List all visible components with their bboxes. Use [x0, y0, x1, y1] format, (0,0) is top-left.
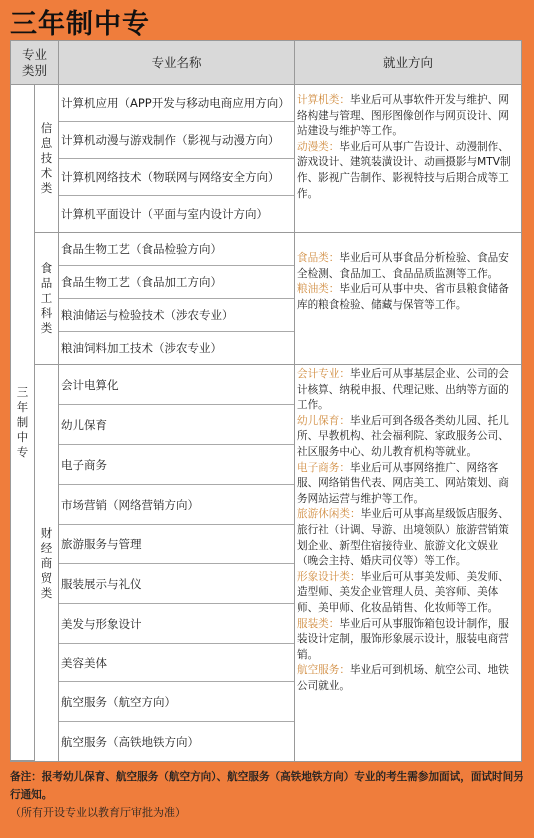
program-type-cell — [11, 85, 35, 761]
employment-entry — [297, 414, 519, 461]
major-name: 美发与形象设计 — [59, 604, 295, 644]
employment-text: 毕业后可从事美发师、美发师、造型师、美发企业管理人员、美容师、美体师、美甲师、化妆品销售、化妆师等工作。 — [297, 570, 509, 614]
employment-entry — [297, 663, 519, 694]
group-name-cell — [35, 365, 59, 761]
employment-label: 旅游休闲类： — [297, 508, 361, 521]
employment-text: 毕业后可从事软件开发与维护、网络构建与管理、图形图像创作与网页设计、网站建设与维护等工作。 — [297, 94, 509, 138]
major-name: 粮油饲料加工技术（涉农专业） — [59, 332, 295, 365]
employment-label: 食品类： — [297, 252, 340, 264]
employment-entry — [297, 140, 519, 202]
footnote — [10, 768, 526, 822]
employment-text: 毕业后可到各级各类幼儿园、托儿所、早教机构、社会福利院、家政服务公司、社区服务中心、幼儿教育机构等就业。 — [297, 414, 509, 458]
major-name: 计算机平面设计（平面与室内设计方向） — [59, 196, 295, 233]
employment-text: 毕业后可从事广告设计、动漫制作、游戏设计、建筑装潢设计、动画摄影与MTV制作、影视广告制作、影视特技与后期合成等工作。 — [297, 140, 511, 200]
major-name: 航空服务（高铁地铁方向） — [61, 734, 199, 749]
employment-label: 粮油类： — [297, 283, 340, 296]
major-name: 美容美体 — [59, 644, 295, 682]
employment-entry — [297, 282, 519, 313]
employment-entry — [297, 93, 519, 140]
header-category — [11, 41, 59, 85]
header-major — [59, 41, 295, 85]
employment-label: 会计专业： — [297, 368, 350, 380]
employment-label: 服装类： — [297, 617, 340, 630]
major-name: 服装展示与礼仪 — [59, 564, 295, 604]
employment-label: 电子商务： — [297, 461, 350, 474]
employment-text: 毕业后可到机场、航空公司、地铁公司就业。 — [297, 664, 509, 692]
group-name-cell — [35, 85, 59, 233]
employment-entry — [297, 461, 519, 508]
employment-entry — [297, 617, 519, 664]
major-name: 计算机动漫与游戏制作（影视与动漫方向） — [59, 122, 295, 159]
major-name: 会计电算化 — [59, 365, 295, 405]
group-name: 食品工科类 — [40, 261, 53, 335]
employment-text: 毕业后可从事网络推广、网络客服、网络销售代表、网店美工、网站策划、商务网站运营与维护等工作。 — [297, 461, 509, 505]
employment-entry — [297, 507, 519, 569]
major-name: 计算机网络技术（物联网与网络安全方向） — [59, 159, 295, 196]
footnote-approval: （所有开设专业以教育厅审批为准） — [10, 806, 186, 819]
group-name-cell — [35, 233, 59, 365]
employment-label: 动漫类： — [297, 140, 340, 153]
employment-cell — [295, 365, 521, 761]
employment-text: 毕业后可从事食品分析检验、食品安全检测、食品加工、食品品质监测等工作。 — [297, 252, 509, 280]
employment-text: 毕业后可从事高星级饭店服务、旅行社（计调、导游、出境领队）旅游营销策划企业、新型住宿接待业、旅游文化文娱业（晚会主持、婚庆司仪等）等工作。 — [297, 508, 509, 568]
major-name: 食品生物工艺（食品检验方向） — [59, 233, 295, 266]
major-name: 幼儿保育 — [59, 405, 295, 445]
major-name: 电子商务 — [59, 445, 295, 485]
group-name: 财经商贸类 — [40, 525, 53, 600]
page-title: 三年制中专 — [10, 9, 150, 40]
employment-text: 毕业后可从事服饰箱包设计制作，服装设计定制，服饰形象展示设计，服装电商营销。 — [297, 617, 509, 661]
employment-label: 航空服务： — [297, 664, 350, 677]
employment-entry — [297, 367, 519, 414]
major-name: 市场营销（网络营销方向） — [59, 485, 295, 525]
header-employment-label: 就业方向 — [382, 54, 433, 70]
employment-label: 幼儿保育： — [297, 414, 350, 427]
major-name: 航空服务（航空方向） — [59, 682, 295, 722]
group-name: 信息技术类 — [40, 121, 53, 195]
footnote-text: 备注：报考幼儿保育、航空服务（航空方向）、航空服务（高铁地铁方向）专业的考生需参加面试，面试时间另行通知。 — [10, 771, 524, 801]
employment-cell — [295, 91, 521, 233]
employment-cell — [295, 233, 521, 365]
employment-entry — [297, 251, 519, 282]
employment-label: 计算机类： — [297, 94, 350, 106]
major-name: 粮油储运与检验技术（涉农专业） — [59, 299, 295, 332]
header-employment — [295, 41, 521, 85]
major-name: 食品生物工艺（食品加工方向） — [59, 266, 295, 299]
employment-label: 形象设计类： — [297, 570, 361, 583]
major-name: 旅游服务与管理 — [59, 525, 295, 564]
program-type-label: 三年制中专 — [16, 385, 29, 459]
header-major-label: 专业名称 — [151, 54, 202, 70]
employment-text: 毕业后可从事中央、省市县粮食储备库的粮食检验、储藏与保管等工作。 — [297, 283, 509, 311]
employment-entry — [297, 570, 519, 617]
header-category-label: 专业类别 — [21, 46, 47, 78]
major-name: 计算机应用（APP开发与移动电商应用方向） — [59, 85, 295, 122]
employment-text: 毕业后可从事基层企业、公司的会计核算、纳税申报、代理记账、出纳等方面的工作。 — [297, 368, 509, 412]
programs-table — [10, 40, 522, 762]
